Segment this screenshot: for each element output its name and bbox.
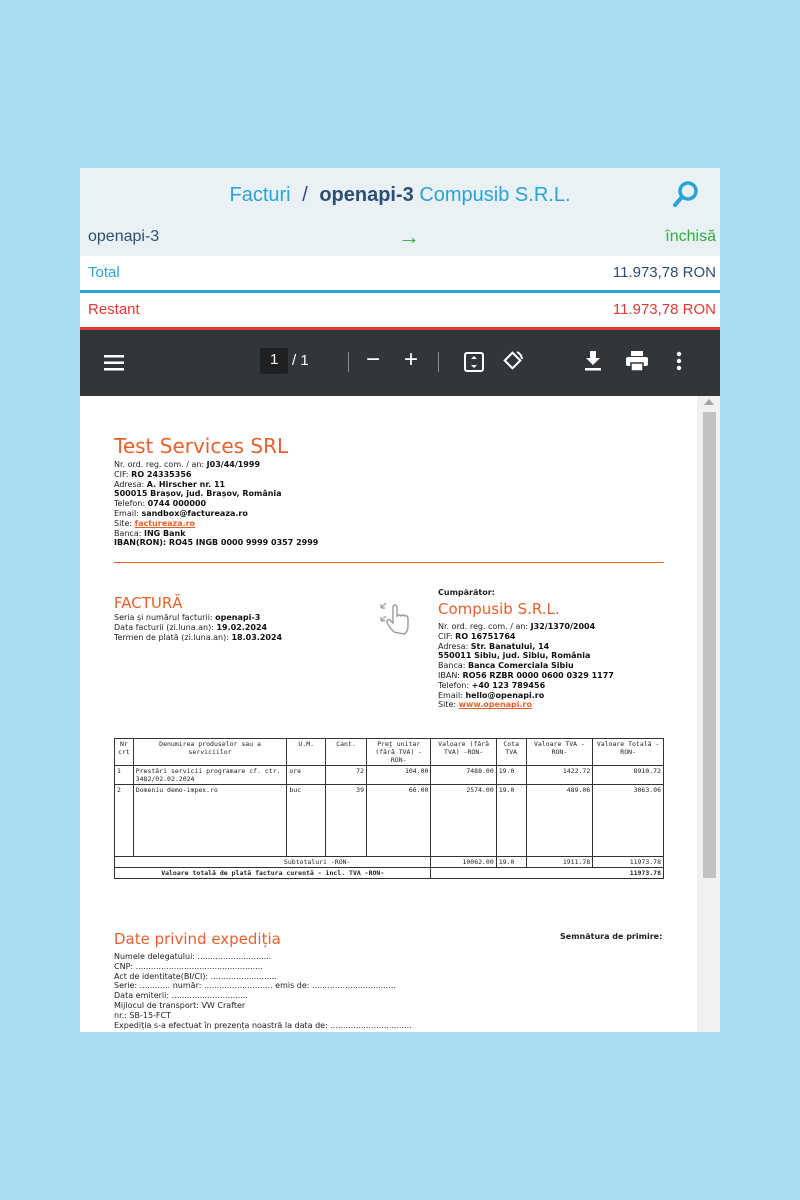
total-value: 11.973,78 RON [612, 264, 716, 281]
invoice-title: FACTURĂ [114, 594, 183, 612]
seller-line: Adresa: A. Hirscher nr. 11 [114, 479, 226, 489]
pdf-viewer [80, 396, 720, 1032]
doc-line: Seria și numărul facturii: openapi-3 [114, 613, 261, 622]
page-count: / 1 [292, 352, 309, 369]
table-header-row [115, 739, 664, 766]
grand-total-value: 11973.78 [431, 868, 664, 879]
divider [114, 562, 664, 563]
seller-iban: IBAN(RON): RO45 INGB 0000 9999 0357 2999 [114, 538, 319, 548]
breadcrumb-client[interactable]: Compusib S.R.L. [419, 184, 571, 206]
download-icon[interactable] [584, 351, 602, 371]
seller-line: CIF: RO 24335356 [114, 469, 192, 479]
shipping-line: Act de identitate(BI/CI): .......................... [114, 971, 277, 981]
breadcrumb-root[interactable]: Facturi [229, 184, 291, 206]
table-cell: 19.0 [496, 766, 526, 785]
shipping-line: Data emiterii: .............................. [114, 991, 248, 1001]
table-cell: 1422.72 [526, 766, 593, 785]
shipping-title: Date privind expediția [114, 930, 281, 948]
status-row [80, 220, 720, 256]
total-row [80, 256, 720, 293]
arrow-right-icon: → [398, 224, 420, 249]
table-cell: Prestări servicii programare cf. ctr. 3482/02.02.2024 [133, 766, 287, 785]
subtotal-label: Subtotaluri -RON- [115, 857, 431, 868]
column-header: Denumirea produselor sau a serviciilor [133, 739, 287, 766]
doc-line: Data facturii (zi.luna.an): 19.02.2024 [114, 622, 268, 632]
buyer-site: Site: www.openapi.ro [438, 700, 532, 710]
table-cell: 39 [326, 785, 367, 857]
table-cell: 489.06 [526, 785, 593, 857]
table-cell: Domeniu demo-impex.ro [133, 785, 287, 857]
buyer-line: Banca: Banca Comerciala Sibiu [438, 661, 574, 671]
column-header: Nr crt [115, 739, 134, 766]
column-header: Cota TVA [496, 739, 526, 766]
zoom-out-button[interactable]: − [366, 346, 381, 373]
seller-line: Telefon: 0744 000000 [114, 499, 207, 509]
restant-value: 11.973,78 RON [612, 301, 716, 318]
buyer-line: Adresa: Str. Banatului, 14 [438, 641, 550, 651]
grand-total-row [115, 868, 664, 879]
shipping-line: Mijlocul de transport: VW Crafter [114, 1000, 246, 1010]
status-badge: închisă [665, 228, 716, 245]
table-row [115, 785, 664, 857]
seller-name: Test Services SRL [114, 434, 289, 458]
subtotal-total: 11973.78 [593, 857, 664, 868]
table-cell: 72 [326, 766, 367, 785]
seller-line: Email: sandbox@factureaza.ro [114, 508, 248, 518]
column-header: Cant. [326, 739, 367, 766]
column-header: Preț unitar (fără TVA) -RON- [366, 739, 430, 766]
table-cell: buc [287, 785, 326, 857]
seller-site-link[interactable]: factureaza.ro [134, 518, 196, 528]
search-icon[interactable] [672, 180, 700, 208]
table-cell: 7488.00 [431, 766, 496, 785]
breadcrumb-separator: / [302, 184, 308, 206]
rotate-icon[interactable] [502, 350, 524, 372]
invoice-table [114, 738, 664, 879]
shipping-line: CNP: .................................................. [114, 961, 263, 971]
shipping-line: Expediția s-a efectuat în prezența noastră la data de: ................................ [114, 1020, 412, 1030]
table-cell: 2574.00 [431, 785, 496, 857]
table-cell: ore [287, 766, 326, 785]
invoice-meta [114, 613, 282, 642]
table-cell: 104.00 [366, 766, 430, 785]
shipping-line: Serie: ............ număr: ........................... emis de: ................................. [114, 981, 396, 991]
table-cell: 19.0 [496, 785, 526, 857]
breadcrumb-document: openapi-3 [319, 184, 414, 206]
column-header: Valoare (fără TVA) -RON- [431, 739, 496, 766]
header [80, 168, 720, 256]
column-header: Valoare TVA -RON- [526, 739, 593, 766]
table-row [115, 766, 664, 785]
toolbar-divider [438, 352, 439, 372]
buyer-site-link[interactable]: www.openapi.ro [458, 700, 532, 710]
more-options-icon[interactable] [676, 351, 682, 371]
seller-line: 500015 Brașov, jud. Brașov, România [114, 489, 282, 499]
shipping-details [114, 952, 412, 1030]
pdf-toolbar [80, 330, 720, 396]
column-header: Valoare Totală -RON- [593, 739, 664, 766]
buyer-line: Email: hello@openapi.ro [438, 690, 545, 700]
fit-page-icon[interactable] [464, 352, 484, 372]
scroll-up-arrow-icon[interactable] [704, 399, 714, 405]
seller-details [114, 460, 318, 548]
buyer-line: IBAN: RO56 RZBR 0000 0600 0329 1177 [438, 670, 614, 680]
subtotal-vat: 1911.78 [526, 857, 593, 868]
buyer-line: CIF: RO 16751764 [438, 631, 516, 641]
zoom-in-button[interactable]: + [404, 346, 419, 373]
scrollbar-thumb[interactable] [703, 412, 716, 878]
seller-site: Site: factureaza.ro [114, 518, 196, 528]
table-cell: 2 [115, 785, 134, 857]
buyer-name: Compusib S.R.L. [438, 600, 560, 618]
shipping-line: Numele delegatului: ............................. [114, 952, 272, 961]
seller-bank: Banca: ING Bank [114, 528, 186, 538]
shipping-line: nr.: SB-15-FCT [114, 1010, 171, 1020]
print-icon[interactable] [626, 351, 648, 371]
grand-total-label: Valoare totală de plată factura curentă - incl. TVA -RON- [115, 868, 431, 879]
buyer-line: 550011 Sibiu, jud. Sibiu, România [438, 651, 591, 661]
buyer-details [438, 622, 614, 710]
column-header: U.M. [287, 739, 326, 766]
doc-line: Termen de plată (zi.luna.an): 18.03.2024 [114, 632, 283, 642]
table-cell: 1 [115, 766, 134, 785]
restant-row [80, 293, 720, 330]
subtotal-vat-rate: 19.0 [496, 857, 526, 868]
signature-label: Semnătura de primire: [560, 932, 663, 941]
hand-cursor-icon [378, 600, 418, 640]
restant-label: Restant [88, 301, 140, 318]
menu-icon[interactable] [104, 354, 124, 372]
buyer-heading: Cumpărător: [438, 588, 495, 597]
toolbar-divider [348, 352, 349, 372]
table-cell: 66.00 [366, 785, 430, 857]
subtotal-value: 10062.00 [431, 857, 496, 868]
scrollbar[interactable] [697, 396, 720, 1032]
seller-line: Nr. ord. reg. com. / an: J03/44/1999 [114, 460, 261, 469]
breadcrumb [80, 184, 720, 207]
table-cell: 3063.06 [593, 785, 664, 857]
total-label: Total [88, 264, 120, 281]
buyer-line: Nr. ord. reg. com. / an: J32/1370/2004 [438, 622, 596, 631]
subtotal-row [115, 857, 664, 868]
pdf-page [80, 396, 697, 1032]
buyer-line: Telefon: +40 123 789456 [438, 680, 546, 690]
invoice-number: openapi-3 [88, 228, 160, 245]
table-cell: 8910.72 [593, 766, 664, 785]
page-number-input[interactable]: 1 [260, 348, 288, 374]
app-frame [80, 168, 720, 1032]
